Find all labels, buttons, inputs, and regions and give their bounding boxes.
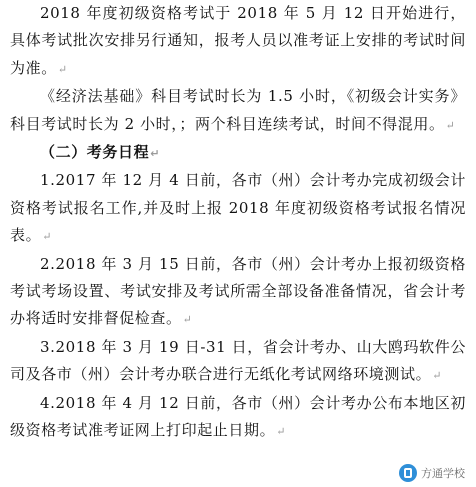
section-heading-text: （二）考务日程 <box>40 143 150 162</box>
schedule-item-1 <box>10 167 466 250</box>
paragraph-mark-icon: ↵ <box>445 118 455 132</box>
schedule-item-2 <box>10 251 466 334</box>
paragraph-mark-icon: ↵ <box>182 313 192 327</box>
section-heading <box>10 139 466 167</box>
paragraph-mark-icon: ↵ <box>276 425 286 439</box>
watermark-text: 方通学校 <box>421 467 465 480</box>
paragraph-text: 《经济法基础》科目考试时长为 1.5 小时，《初级会计实务》科目考试时长为 2 小时，；两个科目连续考试，时间不得混用。 <box>10 87 466 133</box>
schedule-item-text: 1.2017 年 12 月 4 日前，各市（州）会计考办完成初级会计资格考试报名工作,并及时上报 2018 年度初级资格考试报名情况表。 <box>10 171 466 245</box>
schedule-item-text: 3.2018 年 3 月 19 日-31 日，省会计考办、山大鸥玛软件公司及各市（州）会计考办联合进行无纸化考试网络环境测试。 <box>10 337 466 384</box>
paragraph-mark-icon: ↵ <box>57 62 68 76</box>
paragraph-text: 2018 年度初级资格考试于 2018 年 5 月 12 日开始进行，具体考试批次安排另行通知，报考人员以准考证上安排的考试时间为准。 <box>10 4 466 77</box>
paragraph-exam-duration <box>10 83 466 139</box>
paragraph-exam-start <box>10 0 466 83</box>
watermark <box>396 463 468 483</box>
schedule-item-3 <box>10 334 466 390</box>
school-logo-icon <box>399 464 417 482</box>
paragraph-mark-icon: ↵ <box>150 147 160 161</box>
schedule-item-text: 4.2018 年 4 月 12 日前，各市（州）会计考办公布本地区初级资格考试准考证网上打印起止日期。 <box>10 393 466 440</box>
paragraph-mark-icon: ↵ <box>432 369 442 383</box>
paragraph-mark-icon: ↵ <box>42 230 52 244</box>
schedule-item-4 <box>10 390 466 446</box>
schedule-item-text: 2.2018 年 3 月 15 日前，各市（州）会计考办上报初级资格考试考场设置、考试安排及考试所需全部设备准备情况，省会计考办将适时安排督促检查。 <box>10 254 466 328</box>
